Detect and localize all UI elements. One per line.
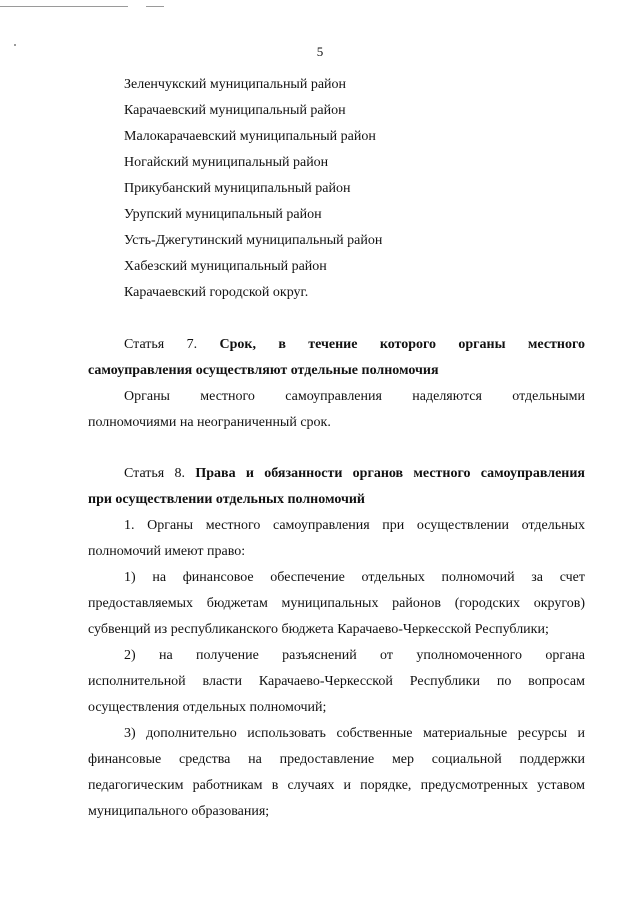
item-1-line: 1) на финансовое обеспечение отдельных полномочий за счет <box>124 570 585 585</box>
item-3-line: муниципального образования; <box>88 804 270 819</box>
municipality-item: Хабезский муниципальный район <box>124 259 327 274</box>
municipality-item: Карачаевский муниципальный район <box>124 103 346 118</box>
article8-label: Статья 8. <box>124 466 186 481</box>
item-3-line: 3) дополнительно использовать собственные материальные ресурсы и <box>124 726 585 741</box>
item-1-line: предоставляемых бюджетам муниципальных районов (городских округов) <box>88 596 585 611</box>
article7-body-line: полномочиями на неограниченный срок. <box>88 415 331 430</box>
paragraph-line: 1. Органы местного самоуправления при осуществлении отдельных <box>124 518 585 533</box>
item-2-line: осуществления отдельных полномочий; <box>88 700 327 715</box>
article7-title: Срок, в течение которого органы местного <box>219 337 585 352</box>
article7-heading <box>124 337 585 353</box>
item-3-line: финансовые средства на предоставление мер социальной поддержки <box>88 752 585 767</box>
item-3-line: педагогическим работникам в случаях и порядке, предусмотренных уставом <box>88 778 585 793</box>
article7-title-cont: самоуправления осуществляют отдельные полномочия <box>88 363 439 378</box>
article7-label: Статья 7. <box>124 337 198 352</box>
scan-line-top-left-short <box>146 6 164 7</box>
item-2-line: исполнительной власти Карачаево-Черкесской Республики по вопросам <box>88 674 585 689</box>
article8-heading <box>124 466 585 482</box>
article8-title: Права и обязанности органов местного самоуправления <box>195 466 585 481</box>
article8-title-cont: при осуществлении отдельных полномочий <box>88 492 365 507</box>
municipality-item: Карачаевский городской округ. <box>124 285 309 300</box>
municipality-item: Урупский муниципальный район <box>124 207 322 222</box>
article7-body-line: Органы местного самоуправления наделяются отдельными <box>124 389 585 404</box>
item-2-line: 2) на получение разъяснений от уполномоченного органа <box>124 648 585 663</box>
item-1-line: субвенций из республиканского бюджета Карачаево-Черкесской Республики; <box>88 622 549 637</box>
page-number: 5 <box>316 44 324 59</box>
municipality-item: Ногайский муниципальный район <box>124 155 329 170</box>
municipality-item: Зеленчукский муниципальный район <box>124 77 347 92</box>
paragraph-line: полномочий имеют право: <box>88 544 246 559</box>
municipality-item: Малокарачаевский муниципальный район <box>124 129 376 144</box>
municipality-item: Усть-Джегутинский муниципальный район <box>124 233 383 248</box>
municipality-item: Прикубанский муниципальный район <box>124 181 351 196</box>
scan-line-top-left <box>0 6 128 7</box>
